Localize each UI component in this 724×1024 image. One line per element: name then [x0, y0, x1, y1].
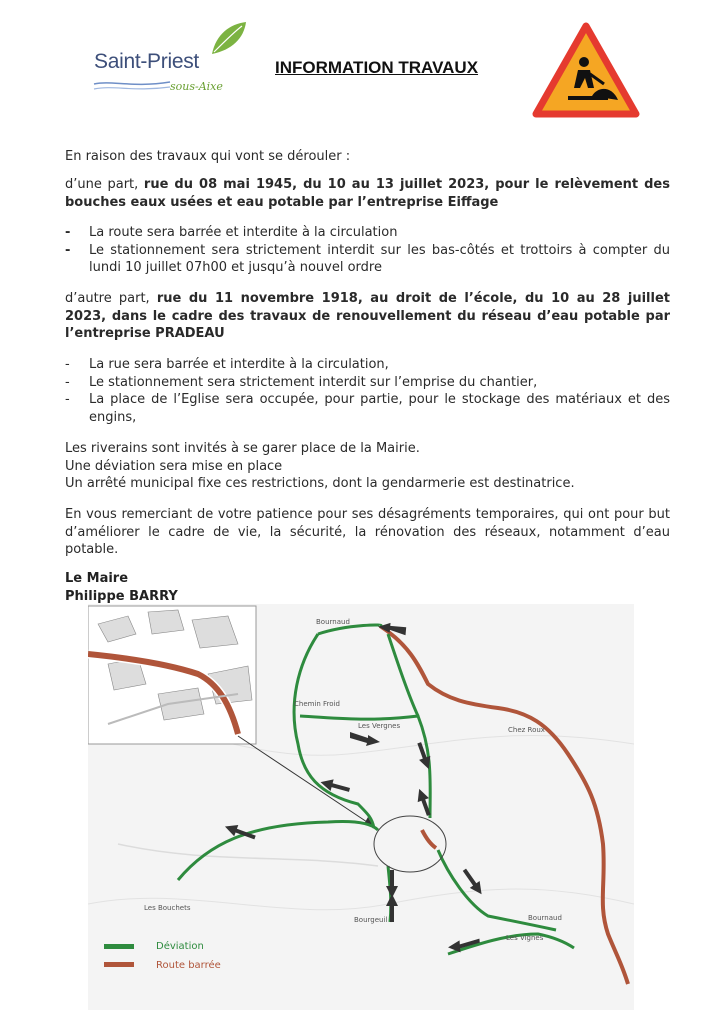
saint-priest-logo [88, 20, 248, 105]
list-item: - Le stationnement sera strictement interdit sur les bas-côtés et trottoirs à compter du lundi 10 juillet 07h00 et jusqu’à nouvel ordre [65, 242, 670, 275]
logo-subtitle: sous-Aixe [170, 80, 223, 93]
place-label: Bournaud [528, 914, 562, 922]
legend-label-route-barree: Route barrée [156, 960, 221, 971]
part2-details: rue du 11 novembre 1918, au droit de l’école, du 10 au 28 juillet 2023, dans le cadre des travaux de renouvellement du réseau d’eau potable par l’entreprise PRADEAU [65, 291, 670, 341]
deviation-map [88, 604, 634, 1010]
part1-list [65, 224, 670, 277]
inset-map [88, 606, 256, 744]
part2-lead: d’autre part, [65, 291, 157, 306]
roadworks-warning-icon [532, 22, 640, 118]
list-item: - La route sera barrée et interdite à la circulation [65, 225, 398, 240]
legend-swatch-deviation [104, 944, 134, 949]
part2-list [65, 356, 670, 426]
page-title: INFORMATION TRAVAUX [275, 58, 479, 77]
info-block [65, 440, 670, 493]
list-item: - La place de l’Eglise sera occupée, pour partie, pour le stockage des matériaux et des engins, [65, 392, 670, 425]
signature-name: Philippe BARRY [65, 589, 178, 604]
info-line: Une déviation sera mise en place [65, 458, 283, 474]
leaf-icon [208, 20, 248, 56]
place-label: Chemin Froid [294, 700, 340, 708]
intro-text: En raison des travaux qui vont se dérouler : [65, 149, 351, 164]
info-line: Un arrêté municipal fixe ces restrictions, dont la gendarmerie est destinatrice. [65, 476, 575, 491]
part2-paragraph [65, 290, 670, 343]
part1-paragraph [65, 176, 670, 211]
place-label: Les Vergnes [358, 722, 401, 730]
place-label: Bournaud [316, 618, 350, 626]
place-label: Bourgeuil [354, 916, 388, 924]
place-label: Les Vignes [506, 934, 544, 942]
place-label: Chez Roux [508, 726, 545, 734]
list-item: - Le stationnement sera strictement interdit sur l’emprise du chantier, [65, 374, 538, 390]
list-item: - La rue sera barrée et interdite à la circulation, [65, 357, 389, 372]
wave-icon [92, 78, 172, 94]
closing-paragraph: En vous remerciant de votre patience pour ses désagréments temporaires, qui ont pour but d’améliorer le cadre de vie, la sécurité, la rénovation des réseaux, notamment d’eau potable. [65, 507, 670, 557]
signature-title: Le Maire [65, 571, 129, 586]
logo-name: Saint-Priest [94, 50, 199, 73]
part1-details: rue du 08 mai 1945, du 10 au 13 juillet 2023, pour le relèvement des bouches eaux usées et eau potable par l’entreprise Eiffage [65, 177, 670, 210]
place-label: Les Bouchets [144, 904, 191, 912]
part1-lead: d’une part, [65, 177, 144, 192]
legend-swatch-route-barree [104, 962, 134, 967]
legend-label-deviation: Déviation [156, 941, 204, 952]
info-line: Les riverains sont invités à se garer place de la Mairie. [65, 441, 420, 456]
signature [65, 570, 178, 606]
